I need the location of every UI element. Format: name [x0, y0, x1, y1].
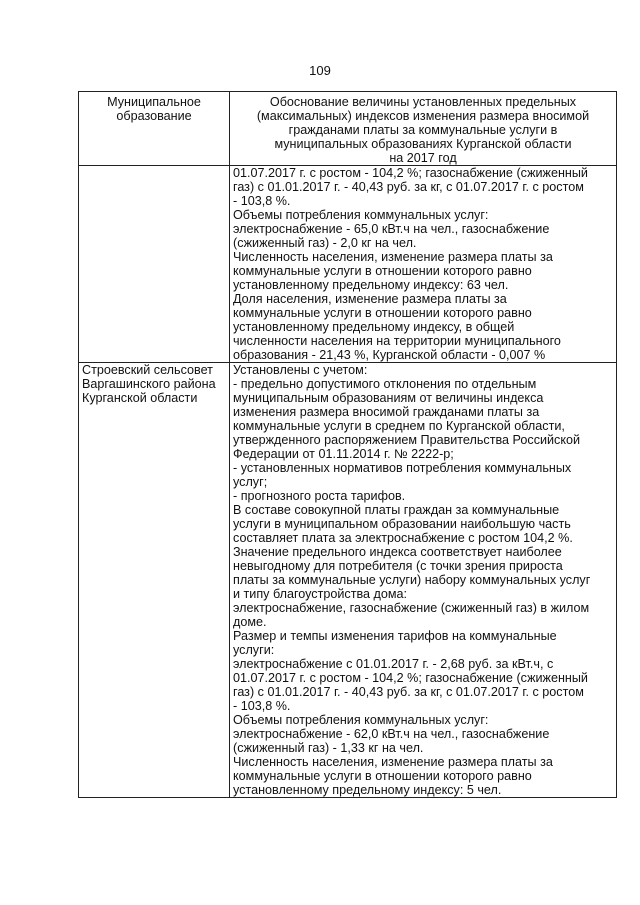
justification-line: невыгодному для потребителя (с точки зрения прироста [233, 559, 563, 573]
justification-line: электроснабжение с 01.01.2017 г. - 2,68 руб. за кВт.ч, с [233, 657, 554, 671]
justification-line: Доля населения, изменение размера платы за [233, 292, 507, 306]
justification-line: газ) с 01.01.2017 г. - 40,43 руб. за кг, с 01.07.2017 г. с ростом [233, 685, 584, 699]
justification-line: установленному предельному индексу, в общей [233, 320, 515, 334]
justification-line: численности населения на территории муниципального [233, 334, 561, 348]
justification-line: Объемы потребления коммунальных услуг: [233, 713, 489, 727]
municipality-name-line: Строевский сельсовет [82, 363, 213, 377]
justification-line: электроснабжение - 65,0 кВт.ч на чел., газоснабжение [233, 222, 550, 236]
justification-line: Значение предельного индекса соответствует наиболее [233, 545, 562, 559]
justification-cell [230, 363, 617, 798]
justification-line: Численность населения, изменение размера платы за [233, 755, 553, 769]
header-justification-line: Обоснование величины установленных предельных [269, 95, 577, 109]
table-row-continuation [79, 166, 617, 363]
justification-line: В составе совокупной платы граждан за коммунальные [233, 503, 560, 517]
justification-line: коммунальные услуги в среднем по Курганской области, [233, 419, 565, 433]
justification-line: электроснабжение, газоснабжение (сжиженный газ) в жилом [233, 601, 590, 615]
justification-line: коммунальные услуги в отношении которого равно [233, 264, 532, 278]
municipality-name-line: Курганской области [82, 391, 198, 405]
header-municipality-line: Муниципальное [107, 95, 201, 109]
justification-line: - установленных нормативов потребления коммунальных [233, 461, 572, 475]
justification-line: коммунальные услуги в отношении которого равно [233, 306, 532, 320]
table-header-row [79, 92, 617, 166]
justification-line: - 103,8 %. [233, 699, 291, 713]
header-justification-line: (максимальных) индексов изменения размера вносимой [256, 109, 590, 123]
justification-line: коммунальные услуги в отношении которого равно [233, 769, 532, 783]
justification-line: (сжиженный газ) - 1,33 кг на чел. [233, 741, 424, 755]
justification-line: платы за коммунальные услуги) набору коммунальных услуг [233, 573, 591, 587]
justification-line: электроснабжение - 62,0 кВт.ч на чел., газоснабжение [233, 727, 550, 741]
municipality-name-line: Варгашинского района [82, 377, 216, 391]
justification-line: Объемы потребления коммунальных услуг: [233, 208, 489, 222]
justification-line: услуги в муниципальном образовании наибольшую часть [233, 517, 571, 531]
justification-line: образования - 21,43 %, Курганской области - 0,007 % [233, 348, 546, 362]
justification-cell [230, 166, 617, 363]
justification-line: - прогнозного роста тарифов. [233, 489, 406, 503]
justification-line: утвержденного распоряжением Правительства Российской [233, 433, 581, 447]
table-row-stroevsky [79, 363, 617, 798]
tariff-index-table [78, 91, 617, 798]
municipality-cell [79, 363, 230, 798]
justification-line: услуги: [233, 643, 275, 657]
justification-line: Численность населения, изменение размера платы за [233, 250, 553, 264]
header-justification-line: гражданами платы за коммунальные услуги в [288, 123, 558, 137]
justification-line: услуг; [233, 475, 268, 489]
header-justification-cell [230, 92, 617, 166]
justification-line: Установлены с учетом: [233, 363, 368, 377]
header-justification-line: на 2017 год [389, 151, 457, 165]
header-municipality-cell [79, 92, 230, 166]
justification-line: Федерации от 01.11.2014 г. № 2222-р; [233, 447, 454, 461]
justification-line: установленному предельному индексу: 5 чел. [233, 783, 502, 797]
justification-line: 01.07.2017 г. с ростом - 104,2 %; газоснабжение (сжиженный [233, 671, 588, 685]
justification-line: - 103,8 %. [233, 194, 291, 208]
justification-line: изменения размера вносимой гражданами платы за [233, 405, 540, 419]
municipality-cell-empty [79, 166, 230, 363]
header-justification-line: муниципальных образованиях Курганской области [274, 137, 572, 151]
header-municipality-line: образование [116, 109, 192, 123]
justification-line: установленному предельному индексу: 63 чел. [233, 278, 509, 292]
justification-line: составляет плата за электроснабжение с ростом 104,2 %. [233, 531, 573, 545]
justification-line: Размер и темпы изменения тарифов на коммунальные [233, 629, 557, 643]
justification-line: доме. [233, 615, 267, 629]
page-number: 109 [309, 63, 331, 78]
justification-line: муниципальным образованиям от величины индекса [233, 391, 544, 405]
justification-line: (сжиженный газ) - 2,0 кг на чел. [233, 236, 417, 250]
justification-line: 01.07.2017 г. с ростом - 104,2 %; газоснабжение (сжиженный [233, 166, 588, 180]
justification-line: газ) с 01.01.2017 г. - 40,43 руб. за кг, с 01.07.2017 г. с ростом [233, 180, 584, 194]
justification-line: - предельно допустимого отклонения по отдельным [233, 377, 537, 391]
justification-line: и типу благоустройства дома: [233, 587, 408, 601]
